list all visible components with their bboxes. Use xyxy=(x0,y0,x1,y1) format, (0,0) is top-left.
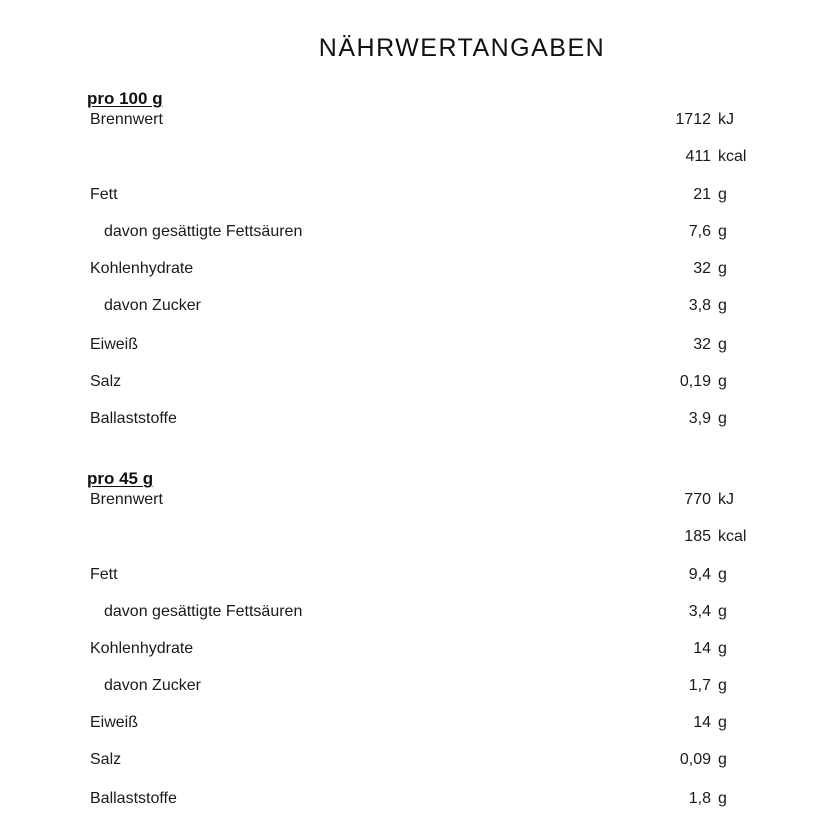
nutrient-value: 1,8 xyxy=(688,790,711,807)
nutrient-value: 770 xyxy=(684,491,711,508)
nutrient-label: Ballaststoffe xyxy=(90,790,177,807)
nutrient-label: Brennwert xyxy=(90,491,163,508)
nutrient-label: Fett xyxy=(90,186,118,203)
nutrient-unit: g xyxy=(718,186,727,203)
nutrition-row xyxy=(0,601,840,623)
nutrient-value: 411 xyxy=(685,148,711,165)
nutrient-value: 21 xyxy=(693,186,711,203)
nutrition-row xyxy=(0,712,840,734)
nutrition-row xyxy=(0,749,840,771)
nutrition-row xyxy=(0,526,840,548)
nutrient-label: davon gesättigte Fettsäuren xyxy=(104,603,303,620)
nutrient-label: Eiweiß xyxy=(90,336,139,353)
nutrient-value: 9,4 xyxy=(688,566,711,583)
nutrition-row xyxy=(0,146,840,168)
nutrient-unit: g xyxy=(718,297,727,314)
nutrient-unit: g xyxy=(718,714,727,731)
nutrition-row xyxy=(0,564,840,586)
nutrient-label: Brennwert xyxy=(90,111,163,128)
nutrient-unit: g xyxy=(718,373,727,390)
nutrition-row xyxy=(0,371,840,393)
nutrition-row xyxy=(0,184,840,206)
nutrient-label: davon gesättigte Fettsäuren xyxy=(104,223,303,240)
nutrient-value: 32 xyxy=(693,336,711,353)
nutrient-value: 3,9 xyxy=(688,410,711,427)
nutrient-value: 1712 xyxy=(675,111,711,128)
nutrient-unit: kcal xyxy=(718,148,747,165)
nutrient-unit: g xyxy=(718,790,727,807)
nutrient-label: davon Zucker xyxy=(104,677,201,694)
nutrient-unit: g xyxy=(718,640,727,657)
nutrient-value: 32 xyxy=(693,260,711,277)
nutrition-row xyxy=(0,109,840,131)
nutrient-label: Salz xyxy=(90,751,122,768)
nutrient-value: 14 xyxy=(693,714,711,731)
nutrient-unit: g xyxy=(718,751,727,768)
nutrient-unit: kcal xyxy=(718,528,747,545)
nutrition-row xyxy=(0,408,840,430)
nutrient-unit: g xyxy=(718,566,727,583)
nutrient-label: Kohlenhydrate xyxy=(90,640,194,657)
nutrient-unit: g xyxy=(718,677,727,694)
nutrition-row xyxy=(0,675,840,697)
nutrition-row xyxy=(0,334,840,356)
section-heading: pro 45 g xyxy=(87,469,154,488)
nutrient-value: 0,19 xyxy=(679,373,711,390)
nutrient-value: 14 xyxy=(693,640,711,657)
nutrition-row xyxy=(0,295,840,317)
nutrient-label: davon Zucker xyxy=(104,297,201,314)
nutrient-unit: kJ xyxy=(718,491,734,508)
nutrition-row xyxy=(0,638,840,660)
nutrient-unit: kJ xyxy=(718,111,734,128)
nutrient-unit: g xyxy=(718,603,727,620)
nutrient-value: 3,4 xyxy=(688,603,711,620)
nutrient-value: 3,8 xyxy=(688,297,711,314)
nutrient-label: Kohlenhydrate xyxy=(90,260,194,277)
nutrient-unit: g xyxy=(718,336,727,353)
page-title: NÄHRWERTANGABEN xyxy=(318,34,606,62)
nutrient-unit: g xyxy=(718,410,727,427)
nutrient-label: Salz xyxy=(90,373,122,390)
nutrient-value: 7,6 xyxy=(688,223,711,240)
nutrient-label: Eiweiß xyxy=(90,714,139,731)
nutrition-row xyxy=(0,258,840,280)
nutrient-value: 185 xyxy=(684,528,711,545)
section-heading: pro 100 g xyxy=(87,89,163,108)
nutrient-unit: g xyxy=(718,260,727,277)
nutrition-row xyxy=(0,489,840,511)
nutrient-label: Fett xyxy=(90,566,118,583)
nutrient-unit: g xyxy=(718,223,727,240)
nutrition-row xyxy=(0,221,840,243)
nutrient-value: 1,7 xyxy=(688,677,711,694)
nutrient-value: 0,09 xyxy=(679,751,711,768)
nutrient-label: Ballaststoffe xyxy=(90,410,177,427)
nutrition-row xyxy=(0,788,840,810)
